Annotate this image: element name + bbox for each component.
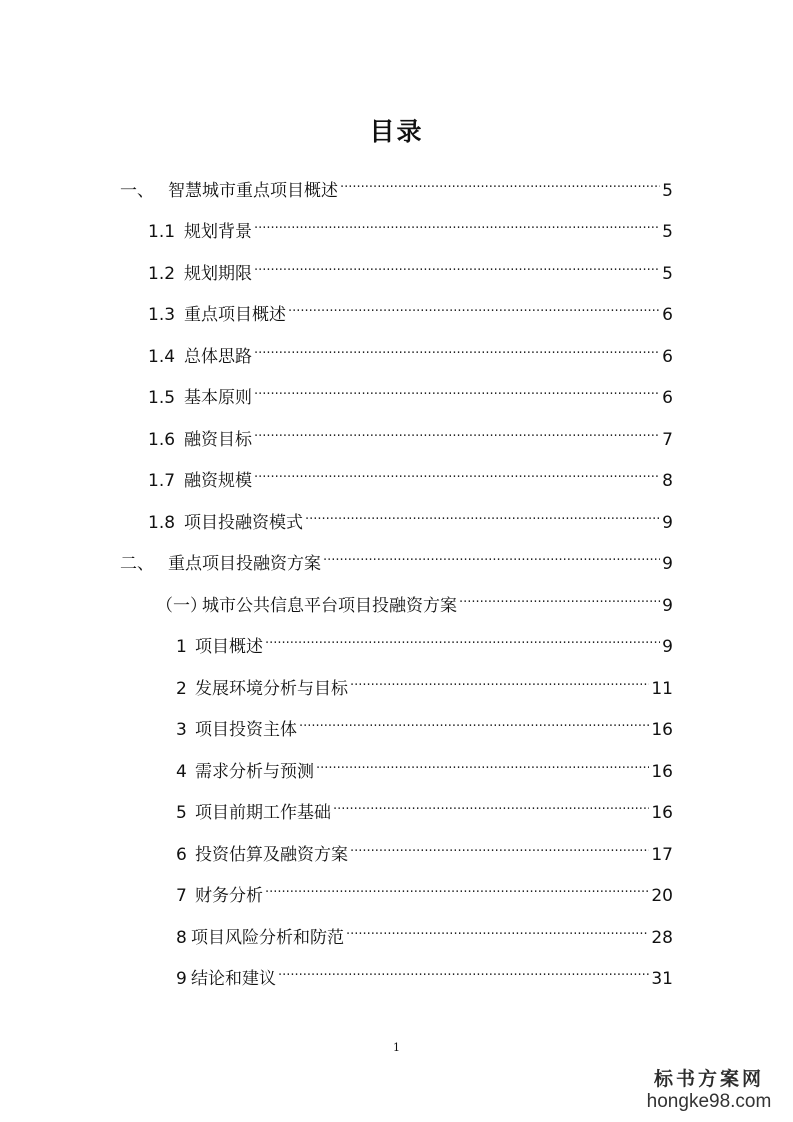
toc-dot-leader (254, 332, 660, 362)
toc-entry-page: 6 (662, 347, 673, 367)
toc-entry[interactable] (148, 207, 673, 242)
toc-entry-number: 1.5 (148, 388, 176, 408)
toc-entry-number: 3 (176, 720, 187, 740)
toc-entry-number: 1.4 (148, 347, 176, 367)
toc-entry[interactable] (120, 539, 673, 574)
toc-entry-title: 财务分析 (195, 886, 263, 906)
toc-entry[interactable] (148, 290, 673, 325)
toc-entry-number: 1.7 (148, 471, 176, 491)
watermark (639, 1068, 779, 1114)
toc-title: 目录 (369, 117, 424, 146)
toc-entry-page: 5 (662, 222, 673, 242)
toc-entry-title: 项目投资主体 (195, 720, 297, 740)
toc-entry-number: 1 (176, 637, 187, 657)
toc-entry-page: 11 (651, 679, 673, 699)
toc-entry-number: 1.8 (148, 513, 176, 533)
toc-dot-leader (254, 249, 660, 279)
toc-dot-leader (288, 290, 660, 320)
toc-entry-number: 1.6 (148, 430, 176, 450)
toc-entry-title: 城市公共信息平台项目投融资方案 (202, 596, 457, 616)
toc-dot-leader (278, 954, 649, 984)
toc-entry-page: 17 (651, 845, 673, 865)
toc-dot-leader (316, 747, 649, 777)
toc-dot-leader (350, 830, 649, 860)
toc-entry[interactable] (176, 830, 673, 865)
toc-dot-leader (346, 913, 649, 943)
toc-entry[interactable] (148, 498, 673, 533)
toc-entry-page: 16 (651, 720, 673, 740)
toc-entry[interactable] (156, 581, 673, 616)
toc-entry-title: 总体思路 (184, 347, 252, 367)
toc-entry-page: 8 (662, 471, 673, 491)
toc-entry-title: 重点项目投融资方案 (168, 554, 321, 574)
toc-entry-page: 5 (662, 264, 673, 284)
toc-entry[interactable] (148, 456, 673, 491)
toc-dot-leader (254, 207, 660, 237)
toc-dot-leader (254, 456, 660, 486)
toc-entry[interactable] (176, 622, 673, 657)
toc-entry[interactable] (148, 249, 673, 284)
toc-entry-number: 9 (176, 969, 187, 989)
toc-entry-number: 1.2 (148, 264, 176, 284)
page-number: 1 (393, 1041, 400, 1054)
toc-entry-title: 需求分析与预测 (195, 762, 314, 782)
toc-entry-page: 31 (651, 969, 673, 989)
toc-dot-leader (459, 581, 660, 611)
toc-entry-title: 项目概述 (195, 637, 263, 657)
toc-entry-number: 二、 (120, 554, 154, 574)
toc-dot-leader (323, 539, 660, 569)
toc-entry[interactable] (176, 954, 673, 989)
toc-entry-page: 6 (662, 305, 673, 325)
toc-entry-page: 16 (651, 803, 673, 823)
toc-entry-title: 发展环境分析与目标 (195, 679, 348, 699)
toc-entry-page: 16 (651, 762, 673, 782)
toc-entry-number: （一） (156, 596, 207, 616)
toc-entry-number: 1.1 (148, 222, 176, 242)
toc-dot-leader (299, 705, 649, 735)
toc-entry-page: 9 (662, 554, 673, 574)
toc-entry-page: 9 (662, 596, 673, 616)
toc-entry-page: 20 (651, 886, 673, 906)
toc-entry-number: 8 (176, 928, 187, 948)
toc-entry[interactable] (148, 373, 673, 408)
toc-entry[interactable] (176, 871, 673, 906)
toc-entry[interactable] (176, 747, 673, 782)
toc-dot-leader (254, 373, 660, 403)
toc-entry-title: 融资规模 (184, 471, 252, 491)
toc-entry-title: 项目投融资模式 (184, 513, 303, 533)
toc-dot-leader (265, 871, 649, 901)
toc-dot-leader (340, 166, 660, 196)
toc-entry-title: 结论和建议 (191, 969, 276, 989)
toc-entry-page: 9 (662, 637, 673, 657)
toc-entry-number: 6 (176, 845, 187, 865)
toc-dot-leader (254, 415, 660, 445)
toc-dot-leader (333, 788, 649, 818)
watermark-url: hongke98.com (646, 1091, 772, 1112)
toc-entry-title: 投资估算及融资方案 (195, 845, 348, 865)
toc-entry-title: 规划期限 (184, 264, 252, 284)
toc-entry-title: 智慧城市重点项目概述 (168, 181, 338, 201)
toc-entry-title: 项目风险分析和防范 (191, 928, 344, 948)
toc-dot-leader (265, 622, 660, 652)
toc-entry-page: 7 (662, 430, 673, 450)
toc-entry-title: 项目前期工作基础 (195, 803, 331, 823)
toc-entry[interactable] (176, 913, 673, 948)
toc-entry-title: 融资目标 (184, 430, 252, 450)
toc-entry-number: 4 (176, 762, 187, 782)
toc-entry-number: 7 (176, 886, 187, 906)
toc-entry-page: 5 (662, 181, 673, 201)
toc-entry-title: 基本原则 (184, 388, 252, 408)
toc-entry-number: 2 (176, 679, 187, 699)
toc-entry[interactable] (176, 788, 673, 823)
toc-entry[interactable] (120, 166, 673, 201)
toc-entry-number: 5 (176, 803, 187, 823)
toc-entry[interactable] (176, 705, 673, 740)
toc-entry-number: 一、 (120, 181, 154, 201)
toc-dot-leader (350, 664, 649, 694)
toc-entry-number: 1.3 (148, 305, 176, 325)
toc-entry[interactable] (176, 664, 673, 699)
toc-entry[interactable] (148, 415, 673, 450)
toc-entry-title: 重点项目概述 (184, 305, 286, 325)
toc-entry-page: 28 (651, 928, 673, 948)
toc-entry-title: 规划背景 (184, 222, 252, 242)
watermark-name: 标书方案网 (653, 1068, 764, 1090)
toc-entry-page: 9 (662, 513, 673, 533)
toc-entry-page: 6 (662, 388, 673, 408)
toc-dot-leader (305, 498, 660, 528)
toc-entry[interactable] (148, 332, 673, 367)
